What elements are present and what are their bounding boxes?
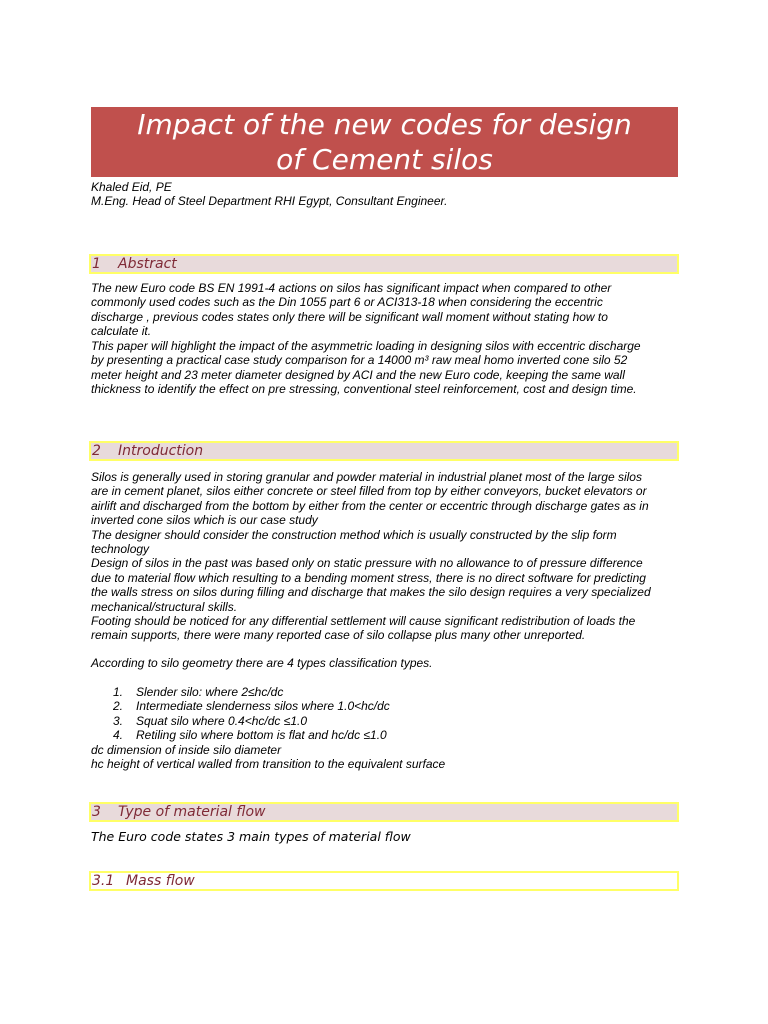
text-line: This paper will highlight the impact of the asymmetric loading in designing silos with eccentric discharge <box>91 339 641 353</box>
list-number: 3. <box>113 713 124 728</box>
section-title: Abstract <box>118 256 177 272</box>
classification-list <box>91 685 681 743</box>
list-item <box>91 728 681 742</box>
section-heading-abstract <box>89 254 679 274</box>
list-item <box>91 685 681 699</box>
text-line: Footing should be noticed for any differential settlement will cause significant redistribution of loads the <box>91 614 636 629</box>
definition-hc: hc height of vertical walled from transition to the equivalent surface <box>91 757 446 772</box>
text-line: calculate it. <box>91 324 152 339</box>
text-line: mechanical/structural skills. <box>91 599 238 614</box>
classification-intro: According to silo geometry there are 4 types classification types. <box>91 656 433 670</box>
definitions <box>91 743 681 772</box>
list-item <box>91 714 681 728</box>
text-line: thickness to identify the effect on pre stressing, conventional steel reinforcement, cost and design time. <box>91 382 637 397</box>
section-title: Type of material flow <box>118 804 266 820</box>
text-line: Design of silos in the past was based only on static pressure with no allowance to of pressure difference <box>91 556 643 571</box>
title-line-1: Impact of the new codes for design <box>137 108 632 141</box>
definition-dc: dc dimension of inside silo diameter <box>91 743 282 757</box>
section-title: Mass flow <box>126 873 195 889</box>
section-heading-introduction <box>89 441 679 461</box>
author-position: M.Eng. Head of Steel Department RHI Egypt, Consultant Engineer. <box>91 194 448 208</box>
text-line: due to material flow which resulting to a bending moment stress, there is no direct software for predicting <box>91 570 646 585</box>
abstract-paragraph-1 <box>91 281 681 339</box>
subsection-heading-mass-flow <box>89 871 679 891</box>
list-text: Retiling silo where bottom is flat and hc/dc ≤1.0 <box>136 728 387 743</box>
list-number: 1. <box>113 685 124 699</box>
list-number: 2. <box>113 699 124 714</box>
document-title <box>91 107 678 177</box>
section-number: 2 <box>92 443 101 459</box>
list-text: Squat silo where 0.4<hc/dc ≤1.0 <box>136 713 308 728</box>
text-line: remain supports, there were many reported case of silo collapse plus many other unreported. <box>91 628 586 643</box>
list-item <box>91 699 681 713</box>
text-line: The new Euro code BS EN 1991-4 actions on silos has significant impact when compared to other <box>91 281 612 295</box>
section-number: 3 <box>92 804 101 820</box>
text-line: discharge , previous codes states only there will be significant wall moment without stating how to <box>91 309 608 324</box>
list-number: 4. <box>113 728 124 743</box>
section-title: Introduction <box>118 443 204 459</box>
text-line: the walls stress on silos during filling and discharge that makes the silo design requires a very specialized <box>91 585 651 600</box>
section-number: 1 <box>92 256 101 272</box>
text-line: airlift and discharged from the bottom by either from the center or eccentric through discharge gates as in <box>91 498 649 513</box>
material-flow-text: The Euro code states 3 main types of material flow <box>91 829 411 844</box>
section-number: 3.1 <box>92 873 115 889</box>
text-line: commonly used codes such as the Din 1055 part 6 or ACI313-18 when considering the eccentric <box>91 295 603 310</box>
text-line: by presenting a practical case study comparison for a 14000 m³ raw meal homo inverted cone silo 52 <box>91 353 628 368</box>
section-heading-material-flow <box>89 802 679 822</box>
abstract-paragraph-2 <box>91 339 681 397</box>
author-name: Khaled Eid, PE <box>91 180 172 194</box>
text-line: The designer should consider the construction method which is usually constructed by the slip form <box>91 527 617 542</box>
text-line: inverted cone silos which is our case study <box>91 513 318 528</box>
list-text: Intermediate slenderness silos where 1.0<hc/dc <box>136 699 390 714</box>
title-line-2: of Cement silos <box>276 143 493 176</box>
text-line: meter height and 23 meter diameter designed by ACI and the new Euro code, keeping the same wall <box>91 367 625 382</box>
text-line: Silos is generally used in storing granular and powder material in industrial planet most of the large silos <box>91 470 642 484</box>
list-text: Slender silo: where 2≤hc/dc <box>136 685 284 699</box>
text-line: are in cement planet, silos either concrete or steel filled from top by either conveyors, bucket elevators or <box>91 484 647 499</box>
text-line: technology <box>91 542 150 557</box>
introduction-text <box>91 470 681 643</box>
